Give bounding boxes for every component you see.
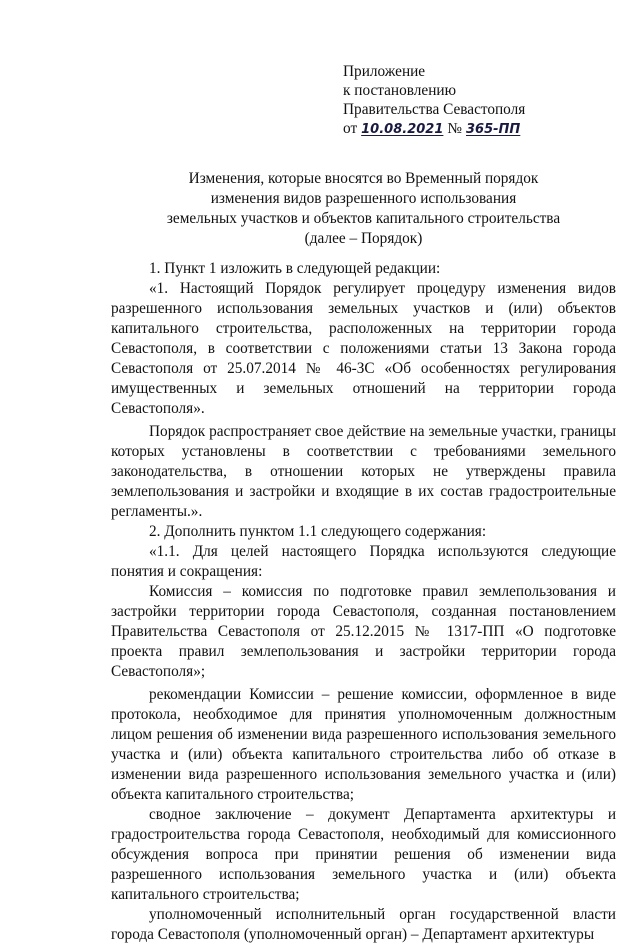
appendix-date-number (343, 119, 616, 139)
appendix-label: Приложение (343, 63, 426, 80)
title-line-4: (далее – Порядок) (304, 230, 423, 247)
appendix-header (343, 62, 616, 139)
appendix-resolution-ref: к постановлению (343, 82, 457, 99)
number-prefix: № (447, 120, 462, 137)
date-prefix: от (343, 120, 358, 137)
paragraph-def-summary: сводное заключение – документ Департамента архитектуры и градостроительства города Севастополя, необходимый для комиссионного обсуждения вопроса при принятии решения об изменении вида разрешенного использования земельного участка и (или) объекта капитального строительства; (111, 806, 616, 903)
paragraph-def-commission: Комиссия – комиссия по подготовке правил землепользования и застройки территории города Севастополя, созданная постановлением Правительства Севастополя от 25.12.2015 № 1317-ПП «О подготовке проекта правил землепользования и застройки территории города Севастополя»; (111, 583, 616, 680)
paragraph-def-authorized-body: уполномоченный исполнительный орган государственной власти города Севастополя (уполномоченный орган) – Департамент архитектуры (111, 906, 616, 943)
document-body (111, 259, 616, 945)
title-line-2: изменения видов разрешенного использования (210, 190, 517, 207)
paragraph-item-2: 2. Дополнить пунктом 1.1 следующего содержания: (149, 523, 487, 540)
title-line-3: земельных участков и объектов капитального строительства (166, 210, 561, 227)
handwritten-number: 365-ПП (466, 122, 521, 137)
appendix-government: Правительства Севастополя (343, 101, 526, 118)
paragraph-clause-1: «1. Настоящий Порядок регулирует процедуру изменения видов разрешенного использования земельных участков и (или) объектов капитального строительства, расположенных на территории города Севастополя, в соответствии с положениями статьи 13 Закона города Севастополя от 25.07.2014 № 46-ЗС «Об особенностях регулирования имущественных и земельных отношений на территории города Севастополя». (111, 280, 616, 417)
paragraph-def-recommendations: рекомендации Комиссии – решение комиссии, оформленное в виде протокола, необходимое для принятия уполномоченным должностным лицом решения об изменении вида разрешенного использования земельного участка и (или) объекта капитального строительства либо об отказе в изменении вида разрешенного использования земельного участка и (или) объекта капитального строительства; (111, 686, 616, 803)
document-title (111, 169, 616, 249)
title-line-1: Изменения, которые вносятся во Временный порядок (188, 170, 539, 187)
paragraph-item-1: 1. Пункт 1 изложить в следующей редакции: (149, 260, 441, 277)
paragraph-scope: Порядок распространяет свое действие на земельные участки, границы которых установлены в соответствии с требованиями земельного законодательства, в отношении которых не утверждены правила землепользования и застройки и входящие в их состав градостроительные регламенты.». (111, 423, 616, 520)
paragraph-clause-1-1: «1.1. Для целей настоящего Порядка используются следующие понятия и сокращения: (111, 543, 616, 580)
handwritten-date: 10.08.2021 (361, 122, 444, 137)
